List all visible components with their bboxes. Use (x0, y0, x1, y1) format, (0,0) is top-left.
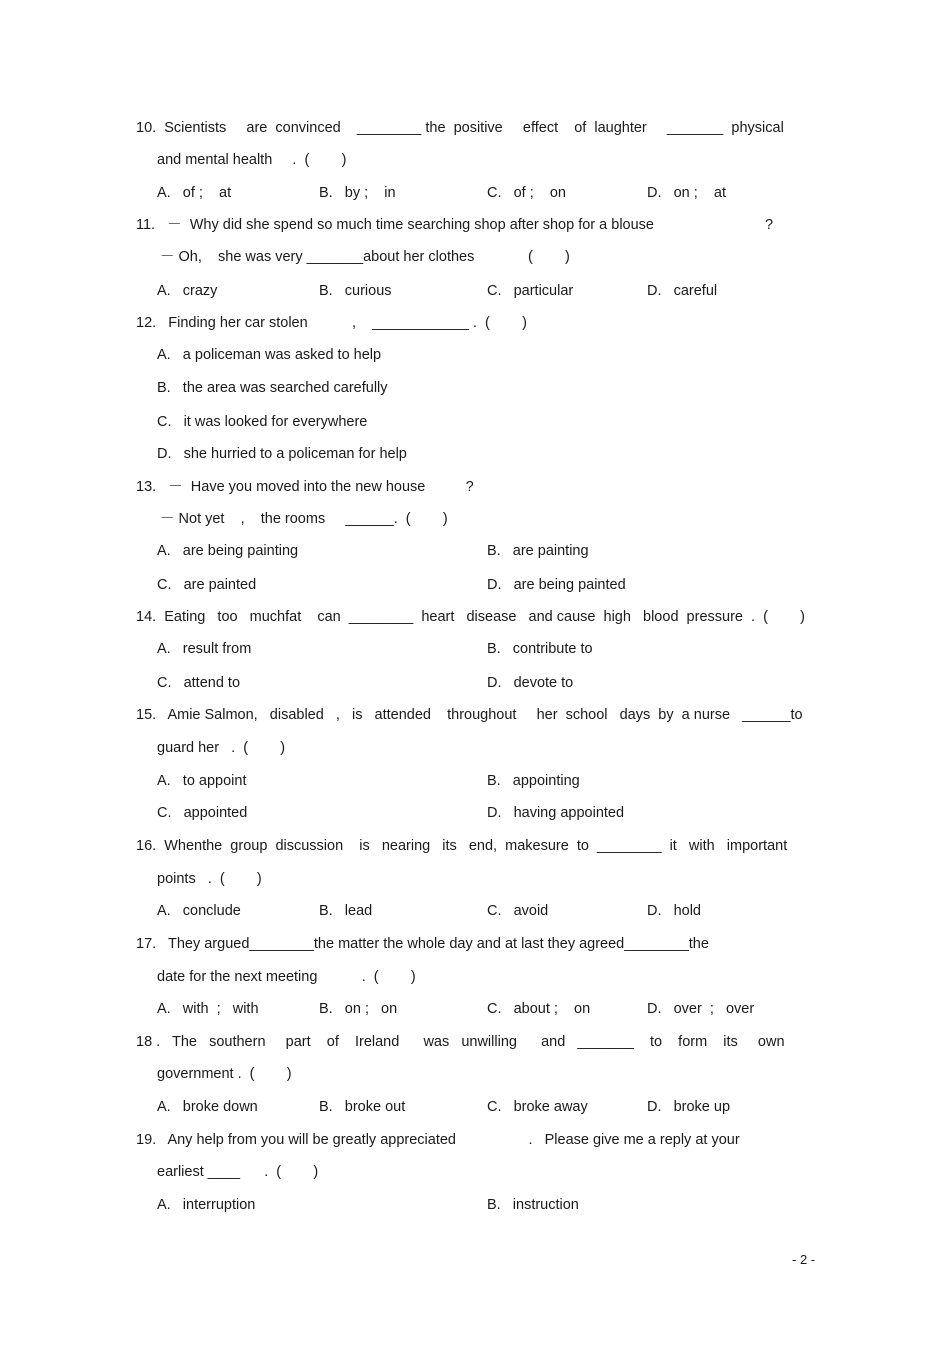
question-14-option-c: C. attend to (157, 675, 241, 691)
question-15-option-d: D. having appointed (487, 805, 625, 821)
question-19-option-b: B. instruction (487, 1197, 579, 1213)
question-17-option-c: C. about ; on (487, 1001, 591, 1017)
question-14-option-a: A. result from (157, 641, 252, 657)
question-11-stem: － Oh, she was very _______about her clothes (160, 249, 475, 265)
question-12-option-c: C. it was looked for everywhere (157, 414, 368, 430)
question-15-stem: guard her . ( ) (157, 740, 286, 756)
question-16-option-a: A. conclude (157, 903, 241, 919)
question-14-option-d: D. devote to (487, 675, 574, 691)
question-11-option-b: B. curious (319, 283, 392, 299)
question-13-stem: 13. － Have you moved into the new house ? (136, 479, 474, 495)
question-15-stem: 15. Amie Salmon, disabled , is attended throughout her school days by a nurse ______to (136, 707, 803, 723)
question-13-option-b: B. are painting (487, 543, 589, 559)
question-15-option-c: C. appointed (157, 805, 248, 821)
question-18-stem: 18 . The southern part of Ireland was unwilling and _______ to form its own (136, 1034, 785, 1050)
question-13-stem: － Not yet , the rooms ______. ( ) (160, 511, 448, 527)
question-18-option-b: B. broke out (319, 1099, 406, 1115)
question-12-option-a: A. a policeman was asked to help (157, 347, 382, 363)
question-10-option-d: D. on ; at (647, 185, 726, 201)
question-10-option-a: A. of ; at (157, 185, 232, 201)
question-11-option-a: A. crazy (157, 283, 218, 299)
question-12-option-b: B. the area was searched carefully (157, 380, 388, 396)
question-10-option-c: C. of ; on (487, 185, 566, 201)
question-18-option-d: D. broke up (647, 1099, 731, 1115)
question-17-stem: date for the next meeting . ( ) (157, 969, 416, 985)
question-15-option-b: B. appointing (487, 773, 580, 789)
question-10-stem: and mental health . ( ) (157, 152, 347, 168)
question-10-stem: 10. Scientists are convinced ________ the positive effect of laughter _______ physical (136, 120, 784, 136)
question-18-option-c: C. broke away (487, 1099, 588, 1115)
question-12-stem: 12. Finding her car stolen , ____________ . ( ) (136, 315, 527, 331)
question-19-stem: 19. Any help from you will be greatly appreciated . Please give me a reply at your (136, 1132, 740, 1148)
question-13-option-a: A. are being painting (157, 543, 299, 559)
question-16-option-d: D. hold (647, 903, 701, 919)
question-11-question-mark: ? (765, 217, 774, 233)
question-13-option-d: D. are being painted (487, 577, 626, 593)
question-14-option-b: B. contribute to (487, 641, 593, 657)
question-10-option-b: B. by ; in (319, 185, 396, 201)
page-number: - 2 - (792, 1252, 816, 1267)
question-16-option-c: C. avoid (487, 903, 549, 919)
question-12-option-d: D. she hurried to a policeman for help (157, 446, 407, 462)
question-19-stem: earliest ____ . ( ) (157, 1164, 319, 1180)
question-16-stem: 16. Whenthe group discussion is nearing its end, makesure to ________ it with important (136, 838, 788, 854)
question-17-option-a: A. with ; with (157, 1001, 259, 1017)
question-13-option-c: C. are painted (157, 577, 257, 593)
question-11-option-d: D. careful (647, 283, 718, 299)
question-15-option-a: A. to appoint (157, 773, 247, 789)
question-16-stem: points . ( ) (157, 871, 262, 887)
question-11-answer-blank: ( ) (528, 249, 570, 265)
question-18-option-a: A. broke down (157, 1099, 258, 1115)
question-14-stem: 14. Eating too muchfat can ________ heart disease and cause high blood pressure . ( ) (136, 609, 806, 625)
question-17-option-b: B. on ; on (319, 1001, 398, 1017)
question-17-option-d: D. over ; over (647, 1001, 755, 1017)
question-11-option-c: C. particular (487, 283, 574, 299)
question-19-option-a: A. interruption (157, 1197, 256, 1213)
question-16-option-b: B. lead (319, 903, 373, 919)
question-17-stem: 17. They argued________the matter the whole day and at last they agreed________the (136, 936, 709, 952)
question-11-stem: 11. － Why did she spend so much time searching shop after shop for a blouse (136, 217, 654, 233)
question-18-stem: government . ( ) (157, 1066, 292, 1082)
